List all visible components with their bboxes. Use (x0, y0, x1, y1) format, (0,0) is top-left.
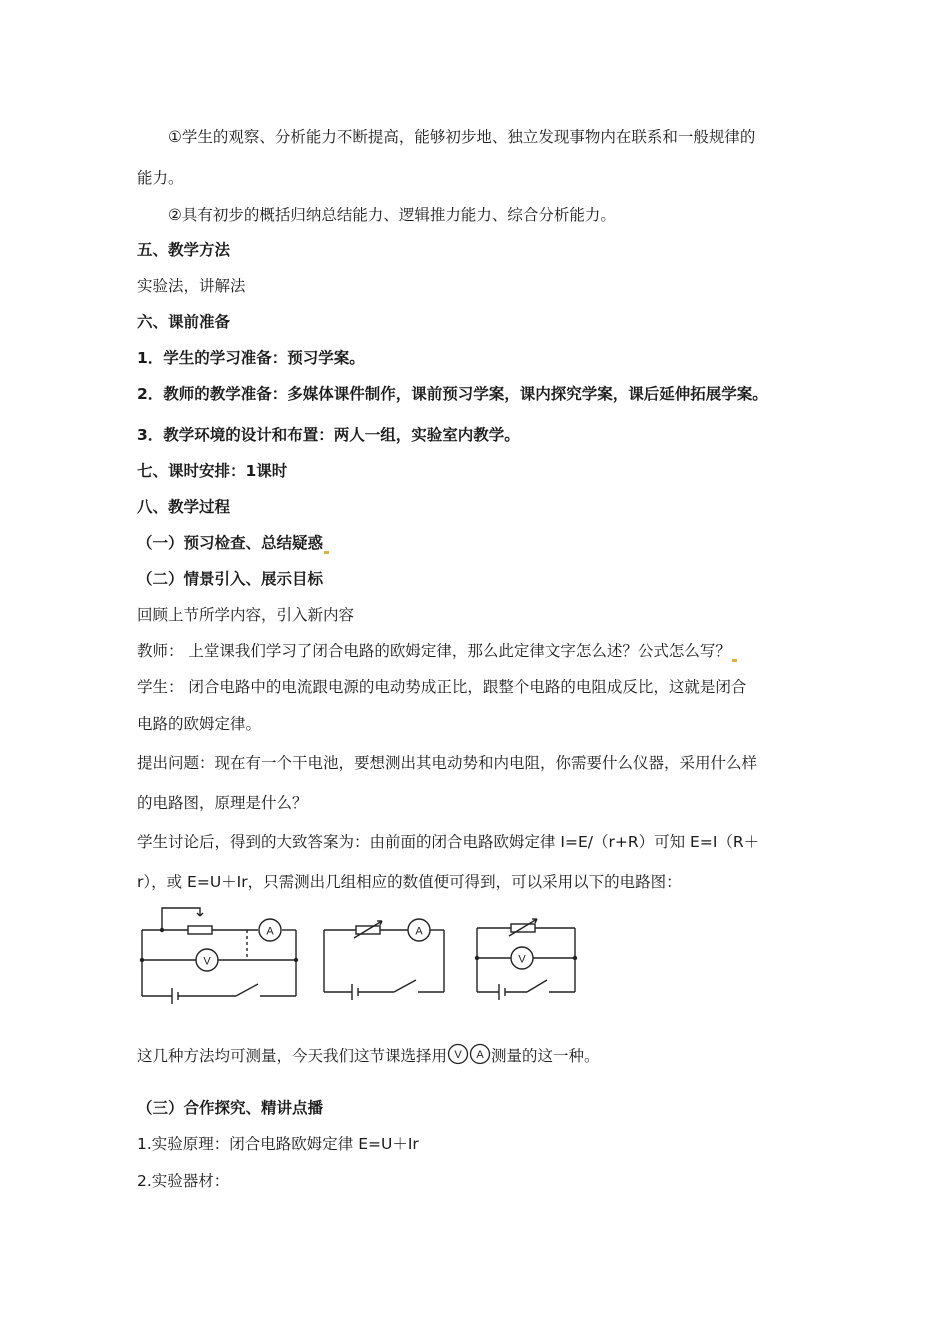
section-heading-7: 七、课时安排：1课时 (137, 462, 288, 480)
question-line: 提出问题：现在有一个干电池，要想测出其电动势和内电阻，你需要什么仪器，采用什么样 (137, 754, 758, 772)
prep-item-1: 1．学生的学习准备：预习学案。 (137, 349, 365, 367)
voltmeter-icon-label: V (454, 1049, 462, 1061)
methods-text-pre: 这几种方法均可测量，今天我们这节课选择用 (137, 1047, 448, 1065)
section-heading-6: 六、课前准备 (137, 313, 231, 331)
ammeter-icon (469, 1043, 491, 1065)
methods-text-post: 测量的这一种。 (491, 1047, 600, 1065)
ability-item-2: ②具有初步的概括归纳总结能力、逻辑推力能力、综合分析能力。 (168, 206, 616, 224)
discussion-line: 学生讨论后，得到的大致答案为：由前面的闭合电路欧姆定律 I=E/（r+R）可知 E=I（R＋ (137, 833, 760, 851)
section-heading-8: 八、教学过程 (137, 498, 231, 516)
question-line-cont: 的电路图，原理是什么？ (137, 794, 308, 812)
subsection-1-text: （一）预习检查、总结疑惑 (137, 534, 324, 552)
discussion-line-cont: r），或 E=U＋Ir，只需测出几组相应的数值便可得到，可以采用以下的电路图： (137, 873, 682, 891)
ability-item-1-cont: 能力。 (137, 169, 184, 187)
review-line: 回顾上节所学内容，引入新内容 (137, 606, 355, 624)
prep-item-2: 2．教师的教学准备：多媒体课件制作，课前预习学案，课内探究学案，课后延伸拓展学案。 (137, 385, 768, 403)
edit-mark (732, 659, 737, 662)
prep-item-3: 3．教学环境的设计和布置：两人一组，实验室内教学。 (137, 426, 520, 444)
circuit-diagram-1 (140, 904, 300, 1000)
circuit-diagram-3 (475, 912, 579, 998)
ammeter-label: A (266, 925, 274, 938)
teaching-method: 实验法，讲解法 (137, 277, 246, 295)
edit-mark (324, 551, 329, 554)
equipment-line: 2.实验器材： (137, 1172, 230, 1190)
voltmeter-icon (447, 1043, 469, 1065)
methods-line (137, 1043, 600, 1067)
student-line: 学生： 闭合电路中的电流跟电源的电动势成正比，跟整个电路的电阻成反比，这就是闭合 (137, 678, 747, 696)
student-line-cont: 电路的欧姆定律。 (137, 715, 262, 733)
principle-line: 1.实验原理：闭合电路欧姆定律 E=U＋Ir (137, 1135, 419, 1153)
voltmeter-label: V (518, 953, 526, 966)
circuit-diagram-2 (322, 916, 446, 996)
subsection-2: （二）情景引入、展示目标 (137, 570, 324, 588)
section-heading-5: 五、教学方法 (137, 241, 231, 259)
ability-item-1: ①学生的观察、分析能力不断提高，能够初步地、独立发现事物内在联系和一般规律的 (168, 128, 756, 146)
ammeter-icon-label: A (476, 1049, 484, 1061)
teacher-text: 教师： 上堂课我们学习了闭合电路的欧姆定律，那么此定律文字怎么述？公式怎么写？ (137, 642, 731, 660)
subsection-3: （三）合作探究、精讲点播 (137, 1099, 324, 1117)
teacher-line (137, 640, 737, 662)
ammeter-label: A (415, 925, 423, 938)
voltmeter-label: V (203, 955, 211, 968)
subsection-1 (137, 532, 329, 554)
